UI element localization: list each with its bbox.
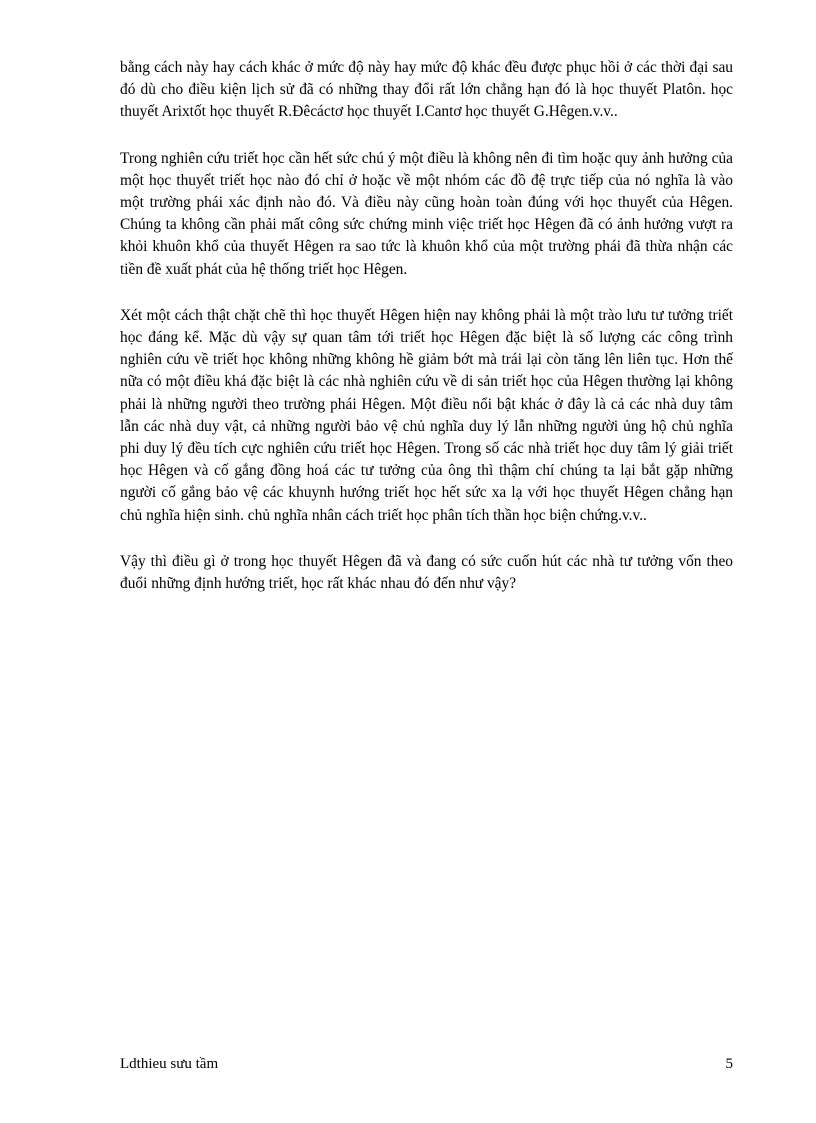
paragraph-2: Trong nghiên cứu triết học cần hết sức chú ý một điều là không nên đi tìm hoặc quy ảnh hưởng của một học thuyết triết học nào đó chỉ ở hoặc về một nhóm các đồ đệ trực tiếp của nó nghĩa là vào một trường phái xác định nào đó. Và điều này cũng hoàn toàn đúng với học thuyết của Hêgen. Chúng ta không cần phải mất công sức chứng minh việc triết học Hêgen đã có ảnh hưởng vượt ra khỏi khuôn khổ của thuyết Hêgen ra sao tức là khuôn khổ của một trường phái đã thừa nhận các tiền đề xuất phát của hệ thống triết học Hêgen. <box>120 149 733 278</box>
paragraph-1: bằng cách này hay cách khác ở mức độ này hay mức độ khác đều được phục hồi ở các thời đại sau đó dù cho điều kiện lịch sử đã có những thay đổi rất lớn chẳng hạn đó là học thuyết Platôn. học thuyết Arixtốt học thuyết R.Đêcáctơ học thuyết I.Cantơ học thuyết G.Hêgen.v.v.. <box>120 59 733 121</box>
paragraph-4: Vậy thì điều gì ở trong học thuyết Hêgen đã và đang có sức cuốn hút các nhà tư tưởng vốn theo đuổi những định hướng triết, học rất khác nhau đó đến như vậy? <box>120 552 733 593</box>
paragraph-3: Xét một cách thật chặt chẽ thì học thuyết Hêgen hiện nay không phải là một trào lưu tư tưởng triết học đáng kể. Mặc dù vậy sự quan tâm tới triết học Hêgen đặc biệt là số lượng các công trình nghiên cứu về triết học không những không hề giảm bớt mà trái lại còn tăng lên liên tục. Hơn thế nữa có một điều khá đặc biệt là các nhà nghiên cứu về di sản triết học của Hêgen thường lại không phải là những người theo trường phái Hêgen. Một điều nổi bật khác ở đây là cả các nhà duy tâm lẫn các nhà duy vật, cả những người bảo vệ chủ nghĩa duy lý lẫn những người ủng hộ chủ nghĩa phi duy lý đều tích cực nghiên cứu triết học Hêgen. Trong số các nhà triết học duy tâm lý giải triết học Hêgen và cố gắng đồng hoá các tư tưởng của ông thì thậm chí chúng ta lại bắt gặp những người cố gắng bảo vệ các khuynh hướng triết học hết sức xa lạ với học thuyết Hêgen chẳng hạn chủ nghĩa hiện sinh. chủ nghĩa nhân cách triết học phân tích thần học biện chứng.v.v.. <box>120 306 733 524</box>
footer-author: Ldthieu sưu tầm <box>120 1056 219 1072</box>
page-body <box>120 57 733 619</box>
page-number: 5 <box>725 1056 733 1072</box>
page-footer <box>120 1054 733 1074</box>
